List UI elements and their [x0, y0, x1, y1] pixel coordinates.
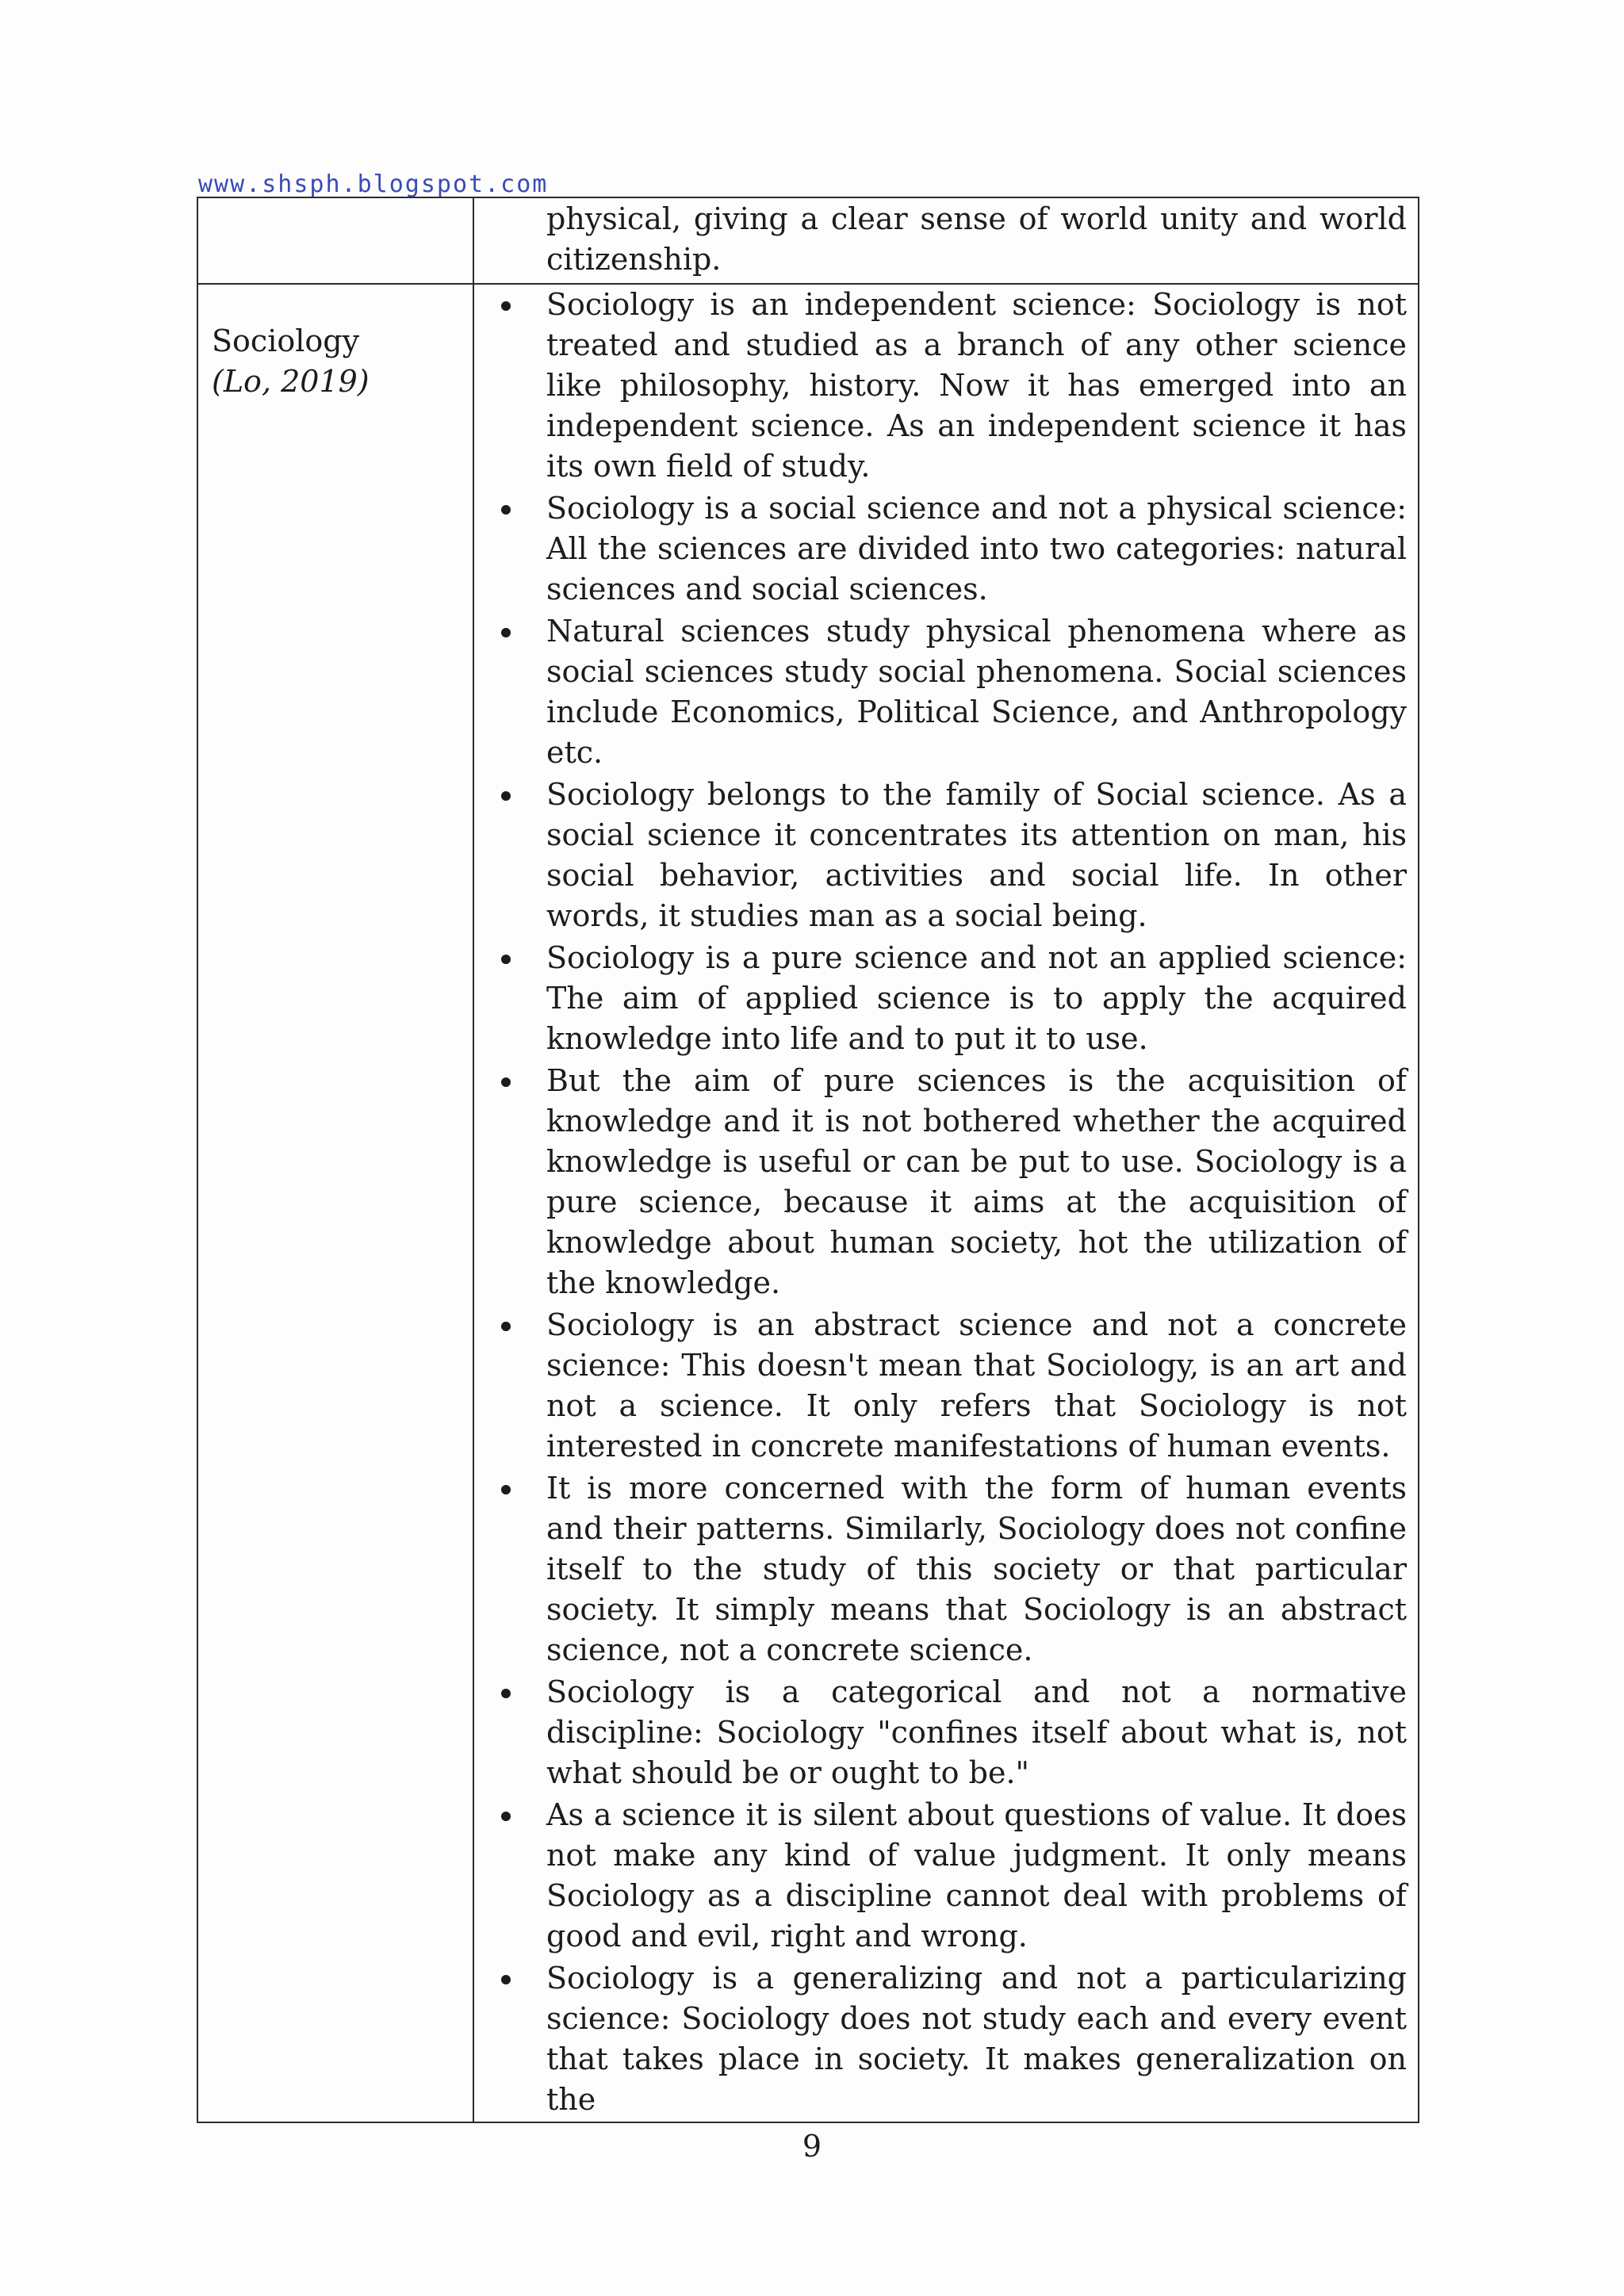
- citation: (Lo, 2019): [212, 364, 370, 399]
- table-row-sociology: [197, 284, 1419, 2122]
- bullet-icon: [501, 301, 511, 311]
- term-label: Sociology: [212, 323, 360, 358]
- bullet-list: [474, 285, 1407, 2120]
- bullet-text: Sociology is a generalizing and not a particularizing science: Sociology does not study each and every event that takes place in society. It makes generalization on the: [546, 1961, 1407, 2117]
- bullet-icon: [501, 505, 511, 515]
- list-item: [474, 488, 1407, 610]
- bullet-text: Sociology belongs to the family of Social science. As a social science it concentrates its attention on man, his social behavior, activities and social life. In other words, it studies man as a social being.: [546, 777, 1407, 933]
- bullet-text: Sociology is a categorical and not a normative discipline: Sociology "confines itself about what is, not what should be or ought to be.": [546, 1674, 1407, 1790]
- watermark-url: www.shsph.blogspot.com: [198, 170, 549, 198]
- empty-term-cell: [197, 197, 473, 284]
- bullet-text: Sociology is a social science and not a physical science: All the sciences are divided into two categories: natural sciences and social sciences.: [546, 491, 1407, 607]
- bullet-icon: [501, 955, 511, 964]
- list-item: [474, 1672, 1407, 1793]
- list-item: [474, 1958, 1407, 2120]
- bullet-icon: [501, 1812, 511, 1821]
- bullet-text: Natural sciences study physical phenomena where as social sciences study social phenomena. Social sciences include Economics, Political Science, and Anthropology etc.: [546, 614, 1407, 770]
- list-item: [474, 1305, 1407, 1467]
- bullet-text: It is more concerned with the form of human events and their patterns. Similarly, Sociology does not confine itself to the study of this society or that particular society. It simply means that Sociology is an abstract science, not a concrete science.: [546, 1471, 1407, 1667]
- bullet-text: Sociology is an abstract science and not a concrete science: This doesn't mean that Sociology, is an art and not a science. It only refers that Sociology is not interested in concrete manifestations of human events.: [546, 1307, 1407, 1464]
- list-item: [474, 1468, 1407, 1670]
- bullet-icon: [501, 628, 511, 637]
- bullet-icon: [501, 1975, 511, 1984]
- bullet-text: Sociology is a pure science and not an applied science: The aim of applied science is to apply the acquired knowledge into life and to put it to use.: [546, 940, 1407, 1056]
- bullet-icon: [501, 1485, 511, 1494]
- list-item: [474, 285, 1407, 487]
- list-item: [474, 1061, 1407, 1303]
- list-item: [474, 1795, 1407, 1957]
- content-table: [197, 197, 1419, 2123]
- bullet-icon: [501, 791, 511, 801]
- list-item: [474, 938, 1407, 1059]
- table-row-continuation: [197, 197, 1419, 284]
- continuation-cell: [473, 197, 1419, 284]
- bullet-text: Sociology is an independent science: Sociology is not treated and studied as a branch of any other science like philosophy, history. Now it has emerged into an independent science. As an independent science it has its own field of study.: [546, 287, 1407, 484]
- list-item: [474, 775, 1407, 936]
- bullet-icon: [501, 1077, 511, 1087]
- list-item: [474, 611, 1407, 773]
- term-cell: [197, 284, 473, 2122]
- bullet-icon: [501, 1689, 511, 1698]
- page-number: 9: [802, 2129, 822, 2164]
- continuation-text: physical, giving a clear sense of world unity and world citizenship.: [546, 201, 1407, 277]
- description-cell: [473, 284, 1419, 2122]
- bullet-text: But the aim of pure sciences is the acquisition of knowledge and it is not bothered whether the acquired knowledge is useful or can be put to use. Sociology is a pure science, because it aims at the acquisition of knowledge about human society, hot the utilization of the knowledge.: [546, 1063, 1407, 1300]
- bullet-text: As a science it is silent about questions of value. It does not make any kind of value judgment. It only means Sociology as a discipline cannot deal with problems of good and evil, right and wrong.: [546, 1797, 1407, 1954]
- bullet-icon: [501, 1322, 511, 1331]
